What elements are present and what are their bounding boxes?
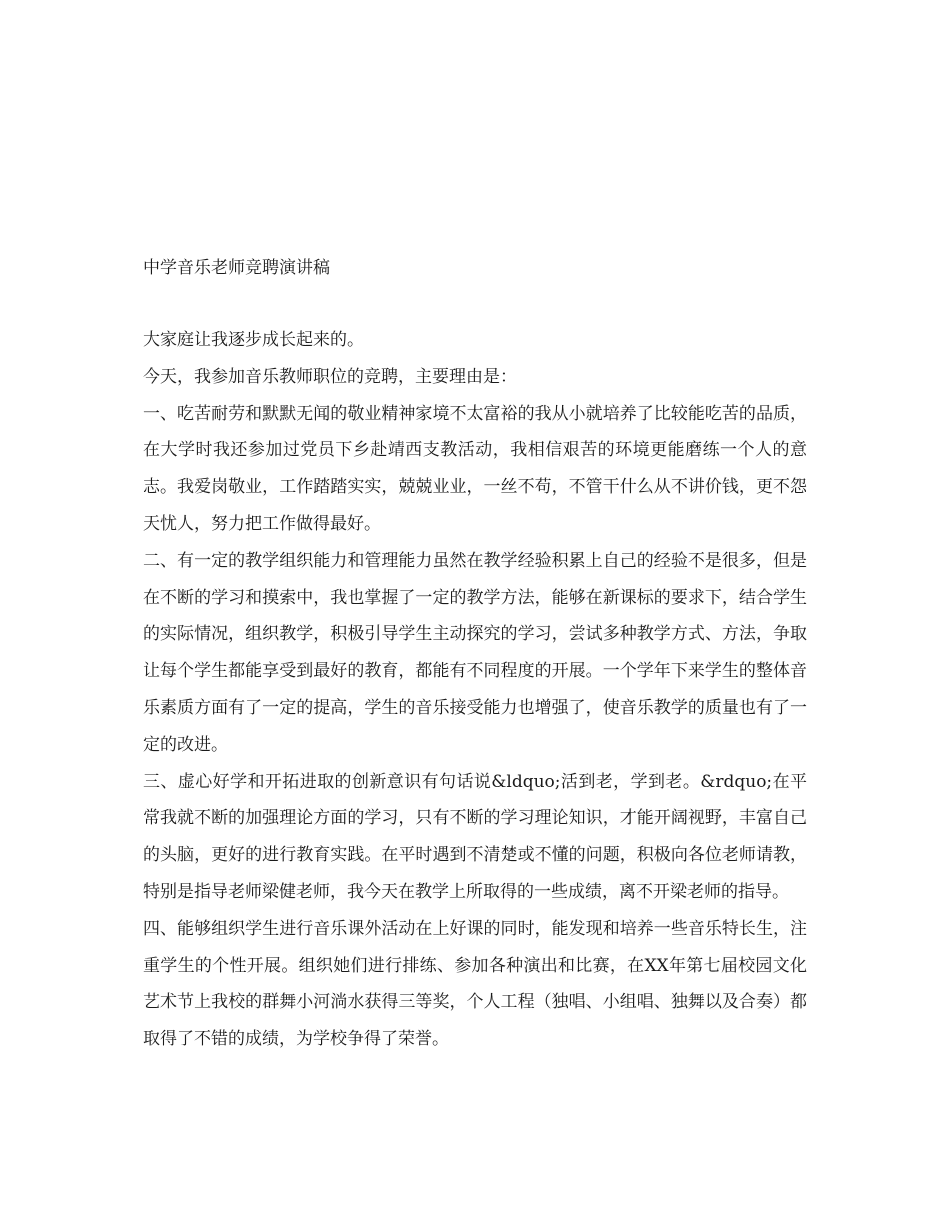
paragraph-reasons-lead: 今天，我参加音乐教师职位的竞聘，主要理由是： (143, 366, 517, 387)
document-title: 中学音乐老师竞聘演讲稿 (143, 258, 330, 278)
paragraph-intro: 大家庭让我逐步成长起来的。 (143, 330, 364, 350)
paragraph-point-three: 三、虚心好学和开拓进取的创新意识有句话说&ldquo;活到老，学到老。&rdquo;在平常我就不断的加强理论方面的学习，只有不断的学习理论知识，才能开阔视野，丰富自己的头脑，更好的进行教育实践。在平时遇到不清楚或不懂的问题，积极向各位老师请教，特别是指导老师梁健老师，我今天在教学上所取得的一些成绩，离不开梁老师的指导。 (143, 771, 807, 902)
paragraph-point-four: 四、能够组织学生进行音乐课外活动在上好课的同时，能发现和培养一些音乐特长生，注重学生的个性开展。组织她们进行排练、参加各种演出和比赛，在XX年第七届校园文化艺术节上我校的群舞小河淌水获得三等奖，个人工程（独唱、小组唱、独舞以及合奏）都取得了不错的成绩，为学校争得了荣誉。 (143, 918, 807, 1050)
paragraph-point-one: 一、吃苦耐劳和默默无闻的敬业精神家境不太富裕的我从小就培养了比较能吃苦的品质，在大学时我还参加过党员下乡赴靖西支教活动，我相信艰苦的环境更能磨练一个人的意志。我爱岗敬业，工作踏踏实实，兢兢业业，一丝不苟，不管干什么从不讲价钱，更不怨天忧人，努力把工作做得最好。 (143, 403, 807, 534)
paragraph-point-two: 二、有一定的教学组织能力和管理能力虽然在教学经验积累上自己的经验不是很多，但是在不断的学习和摸索中，我也掌握了一定的教学方法，能够在新课标的要求下，结合学生的实际情况，组织教学，积极引导学生主动探究的学习，尝试多种教学方式、方法，争取让每个学生都能享受到最好的教育，都能有不同程度的开展。一个学年下来学生的整体音乐素质方面有了一定的提高，学生的音乐接受能力也增强了，使音乐教学的质量也有了一定的改进。 (143, 550, 807, 755)
document-body (143, 322, 807, 1058)
